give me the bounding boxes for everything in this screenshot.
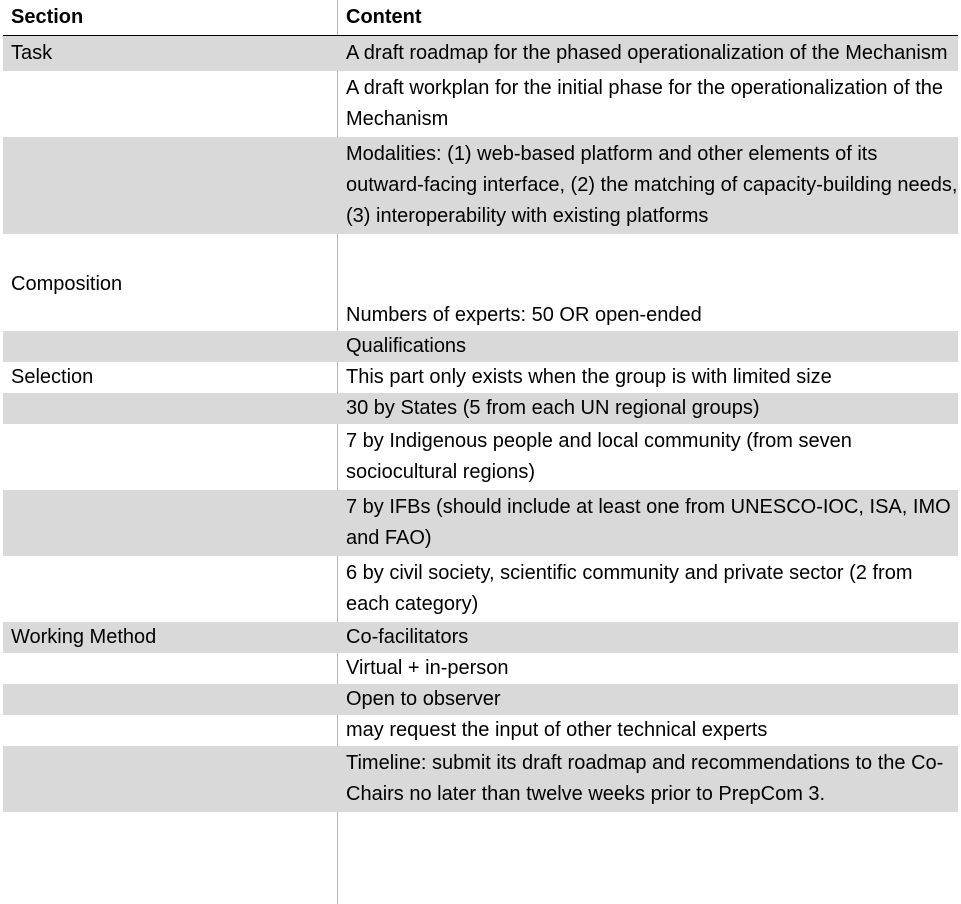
row-section: Task <box>11 42 53 64</box>
table-row <box>3 684 958 715</box>
table-row <box>3 137 958 234</box>
row-content: Numbers of experts: 50 OR open-ended <box>346 304 702 326</box>
row-section: Selection <box>11 366 94 388</box>
row-content: Virtual + in-person <box>346 657 509 679</box>
row-content: Qualifications <box>346 335 467 357</box>
row-content: Co-facilitators <box>346 626 469 648</box>
table-row <box>3 393 958 424</box>
table-row <box>3 71 958 137</box>
row-section <box>3 684 338 715</box>
row-content: Timeline: submit its draft roadmap and recommendations to the Co-Chairs no later than twelve weeks prior to PrepCom 3. <box>346 752 944 805</box>
table-row <box>3 424 958 490</box>
row-content: may request the input of other technical experts <box>346 719 768 741</box>
table-row <box>3 331 958 362</box>
row-content: 7 by IFBs (should include at least one from UNESCO-IOC, ISA, IMO and FAO) <box>346 496 951 549</box>
row-section <box>3 393 338 424</box>
row-content: 6 by civil society, scientific community and private sector (2 from each category) <box>346 562 913 615</box>
row-section: Working Method <box>11 626 157 648</box>
table-row <box>3 556 958 622</box>
row-content: A draft workplan for the initial phase for the operationalization of the Mechanism <box>346 77 944 130</box>
table-row <box>3 622 958 653</box>
table-row <box>3 746 958 812</box>
row-section <box>3 331 338 362</box>
row-content: This part only exists when the group is with limited size <box>346 366 832 388</box>
table-row <box>3 36 958 72</box>
row-content <box>338 269 958 300</box>
row-section <box>3 137 338 234</box>
table-row <box>3 234 958 269</box>
row-content: 7 by Indigenous people and local community (from seven sociocultural regions) <box>346 430 852 483</box>
row-spacer <box>3 234 958 269</box>
table-row <box>3 653 958 684</box>
row-content: Modalities: (1) web-based platform and other elements of its outward-facing interface, (2) the matching of capacity-building needs, (3) interoperability with existing platforms <box>346 143 958 227</box>
table-row <box>3 269 958 300</box>
row-section <box>3 556 338 622</box>
row-section <box>3 490 338 556</box>
row-content: 30 by States (5 from each UN regional groups) <box>346 397 760 419</box>
row-section <box>3 746 338 812</box>
row-section: Composition <box>11 273 123 295</box>
row-section <box>3 653 338 684</box>
content-table <box>3 0 958 812</box>
row-section <box>3 424 338 490</box>
table-row <box>3 300 958 331</box>
table-header-row <box>3 0 958 36</box>
table-row <box>3 490 958 556</box>
table-row <box>3 715 958 746</box>
row-section <box>3 715 338 746</box>
header-section: Section <box>11 6 84 28</box>
row-content: A draft roadmap for the phased operationalization of the Mechanism <box>346 42 948 64</box>
table-row <box>3 362 958 393</box>
header-content: Content <box>346 6 422 28</box>
row-content: Open to observer <box>346 688 501 710</box>
row-section <box>3 300 338 331</box>
row-section <box>3 71 338 137</box>
